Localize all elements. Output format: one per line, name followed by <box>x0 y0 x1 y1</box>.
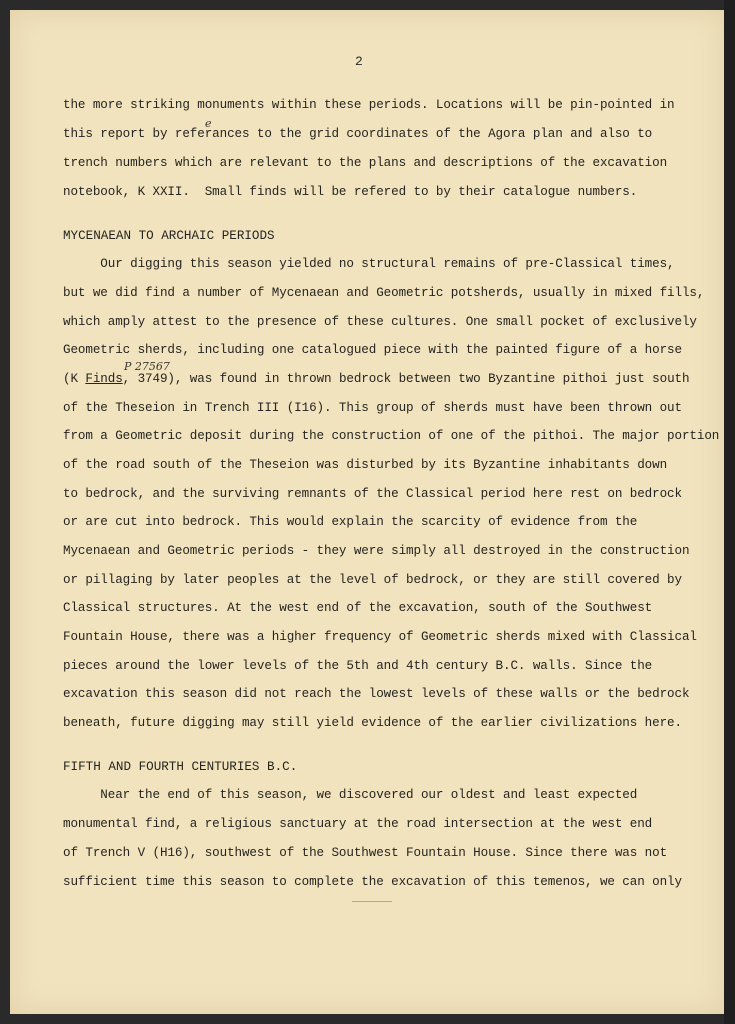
section1-line-17: beneath, future digging may still yield evidence of the earlier civilizations here. <box>63 716 682 730</box>
section1-line-3: which amply attest to the presence of these cultures. One small pocket of exclusively <box>63 315 697 329</box>
section1-line-5 <box>63 372 689 386</box>
section1-line-6: of the Theseion in Trench III (I16). This group of sherds must have been thrown out <box>63 401 682 415</box>
section1-line-13: Classical structures. At the west end of the excavation, south of the Southwest <box>63 601 653 615</box>
finds-underlined: Finds <box>85 372 123 386</box>
finds-rest: , 3749), was found in thrown bedrock between two Byzantine pithoi just south <box>122 372 690 386</box>
section-heading-fifth-fourth: FIFTH AND FOURTH CENTURIES B.C. <box>63 760 298 774</box>
section1-line-15: pieces around the lower levels of the 5th and 4th century B.C. walls. Since the <box>63 659 653 673</box>
section1-line-2: but we did find a number of Mycenaean and Geometric potsherds, usually in mixed fills, <box>63 286 705 300</box>
section1-line-8: of the road south of the Theseion was disturbed by its Byzantine inhabitants down <box>63 458 668 472</box>
section1-line-9: to bedrock, and the surviving remnants of the Classical period here rest on bedrock <box>63 487 682 501</box>
section1-line-1: Our digging this season yielded no structural remains of pre-Classical times, <box>63 257 675 271</box>
finds-prefix: (K <box>63 372 86 386</box>
section1-line-14: Fountain House, there was a higher frequency of Geometric sherds mixed with Classical <box>63 630 697 644</box>
section1-line-11: Mycenaean and Geometric periods - they were simply all destroyed in the construction <box>63 544 690 558</box>
handwritten-correction-e: e <box>205 117 212 130</box>
intro-line-2: this report by referances to the grid coordinates of the Agora plan and also to <box>63 127 653 141</box>
intro-line-4: notebook, K XXII. Small finds will be refered to by their catalogue numbers. <box>63 185 638 199</box>
section2-line-2: monumental find, a religious sanctuary at the road intersection at the west end <box>63 817 653 831</box>
section2-line-3: of Trench V (H16), southwest of the Southwest Fountain House. Since there was not <box>63 846 668 860</box>
section1-line-10: or are cut into bedrock. This would explain the scarcity of evidence from the <box>63 515 638 529</box>
intro-line-1: the more striking monuments within these periods. Locations will be pin-pointed in <box>63 98 675 112</box>
handwritten-catalogue-number: P 27567 <box>124 360 170 373</box>
page-number: 2 <box>355 54 363 69</box>
footer-rule <box>352 901 392 902</box>
scan-edge <box>724 0 735 1024</box>
intro-line-3: trench numbers which are relevant to the plans and descriptions of the excavation <box>63 156 668 170</box>
section1-line-7: from a Geometric deposit during the construction of one of the pithoi. The major portion <box>63 429 720 443</box>
section-heading-mycenaean: MYCENAEAN TO ARCHAIC PERIODS <box>63 229 275 243</box>
section2-line-4: sufficient time this season to complete the excavation of this temenos, we can only <box>63 875 682 889</box>
section1-line-16: excavation this season did not reach the lowest levels of these walls or the bedrock <box>63 687 690 701</box>
section2-line-1: Near the end of this season, we discovered our oldest and least expected <box>63 788 638 802</box>
section1-line-4: Geometric sherds, including one catalogued piece with the painted figure of a horse <box>63 343 682 357</box>
section1-line-12: or pillaging by later peoples at the level of bedrock, or they are still covered by <box>63 573 682 587</box>
